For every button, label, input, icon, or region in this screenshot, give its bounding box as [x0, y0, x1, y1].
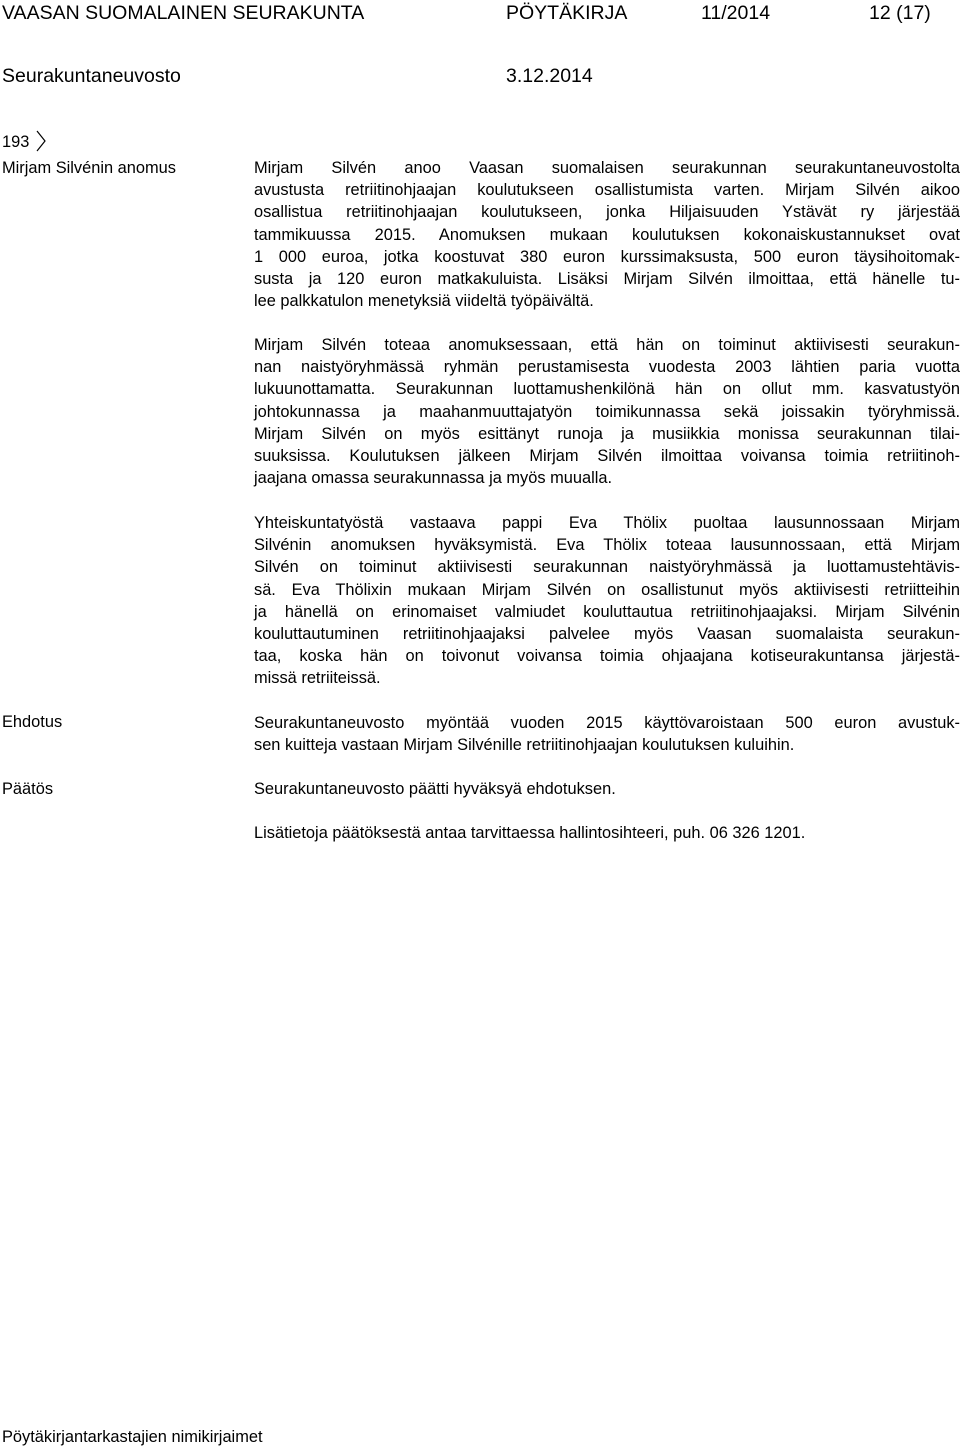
paragraph-line: jaajana omassa seurakunnassa ja myös muualla.	[254, 469, 613, 488]
document-type: PÖYTÄKIRJA	[506, 2, 628, 24]
governing-body: Seurakuntaneuvosto	[2, 65, 181, 87]
paragraph-line: avustusta retriitinohjaajan koulutukseen osallistumista varten. Mirjam Silvén aikoo	[254, 181, 960, 200]
paragraph-line: missä retriiteissä.	[254, 669, 381, 688]
item-number: 193	[2, 133, 30, 151]
paragraph-line: susta ja 120 euron matkakuluista. Lisäksi Mirjam Silvén ilmoittaa, että hänelle tu-	[254, 270, 960, 289]
meeting-date: 3.12.2014	[506, 65, 593, 87]
page-number: 12 (17)	[869, 2, 931, 24]
paragraph-line: johtokunnassa ja maahanmuuttajatyön toimikunnassa sekä joissakin työryhmissä.	[254, 402, 960, 421]
paragraph-line: suuksissa. Koulutuksen jälkeen Mirjam Silvén ilmoittaa voivansa toimia retriitinoh-	[254, 447, 960, 466]
document-number: 11/2014	[701, 2, 771, 24]
paragraph-line: lee palkkatulon menetyksiä viideltä työpäivältä.	[254, 292, 594, 311]
paragraph-line: Mirjam Silvén on myös esittänyt runoja ja musiikkia monissa seurakunnan tilai-	[254, 424, 960, 443]
paragraph-line: lukuunottamatta. Seurakunnan luottamushenkilönä hän on ollut mm. kasvatustyön	[254, 380, 960, 399]
item-title: Mirjam Silvénin anomus	[2, 159, 176, 177]
organization-name: VAASAN SUOMALAINEN SEURAKUNTA	[2, 2, 365, 24]
section-marker-icon	[34, 130, 48, 152]
paragraph-line: kouluttautuminen retriitinohjaajaksi palvelee myös Vaasan suomalaista seurakun-	[254, 625, 960, 644]
item-paragraph-2	[254, 334, 960, 489]
footer-signature-note: Pöytäkirjantarkastajien nimikirjaimet	[2, 1428, 263, 1446]
contact-info: Lisätietoja päätöksestä antaa tarvittaessa hallintosihteeri, puh. 06 326 1201.	[254, 824, 806, 842]
paragraph-line: 1 000 euroa, jotka koostuvat 380 euron kurssimaksusta, 500 euron täysihoitomak-	[254, 247, 960, 266]
proposal-text	[254, 712, 960, 756]
paragraph-line: Silvénin anomuksen hyväksymistä. Eva Thölix toteaa lausunnossaan, että Mirjam	[254, 536, 960, 555]
paragraph-line: ja hänellä on erinomaiset valmiudet kouluttautua retriitinohjaajaksi. Mirjam Silvénin	[254, 602, 960, 621]
paragraph-line: osallistua retriitinohjaajan koulutukseen, jonka Hiljaisuuden Ystävät ry järjestää	[254, 203, 960, 222]
paragraph-line: sä. Eva Thölixin mukaan Mirjam Silvén on osallistunut myös aktiivisesti retriitteihin	[254, 580, 960, 599]
paragraph-line: nan naistyöryhmässä ryhmän perustamisesta vuodesta 2003 lähtien paria vuotta	[254, 358, 960, 377]
paragraph-line: Silvén on toiminut aktiivisesti seurakunnan naistyöryhmässä ja luottamustehtävis-	[254, 558, 960, 577]
paragraph-line: tammikuussa 2015. Anomuksen mukaan koulutuksen kokonaiskustannukset ovat	[254, 225, 960, 244]
proposal-label: Ehdotus	[2, 713, 63, 731]
paragraph-line: Mirjam Silvén anoo Vaasan suomalaisen seurakunnan seurakuntaneuvostolta	[254, 159, 960, 177]
proposal-line: Seurakuntaneuvosto myöntää vuoden 2015 käyttövaroistaan 500 euron avustuk-	[254, 714, 960, 732]
paragraph-line: Mirjam Silvén toteaa anomuksessaan, että hän on toiminut aktiivisesti seurakun-	[254, 336, 960, 354]
paragraph-line: Yhteiskuntatyöstä vastaava pappi Eva Thölix puoltaa lausunnossaan Mirjam	[254, 514, 960, 532]
proposal-line: sen kuitteja vastaan Mirjam Silvénille retriitinohjaajan koulutuksen kuluihin.	[254, 736, 795, 755]
item-paragraph-3	[254, 512, 960, 690]
decision-text: Seurakuntaneuvosto päätti hyväksyä ehdotuksen.	[254, 780, 616, 798]
paragraph-line: taa, koska hän on toivonut voivansa toimia ohjaajana kotiseurakuntansa järjestä-	[254, 647, 960, 666]
item-paragraph-1	[254, 157, 960, 312]
decision-label: Päätös	[2, 780, 54, 798]
